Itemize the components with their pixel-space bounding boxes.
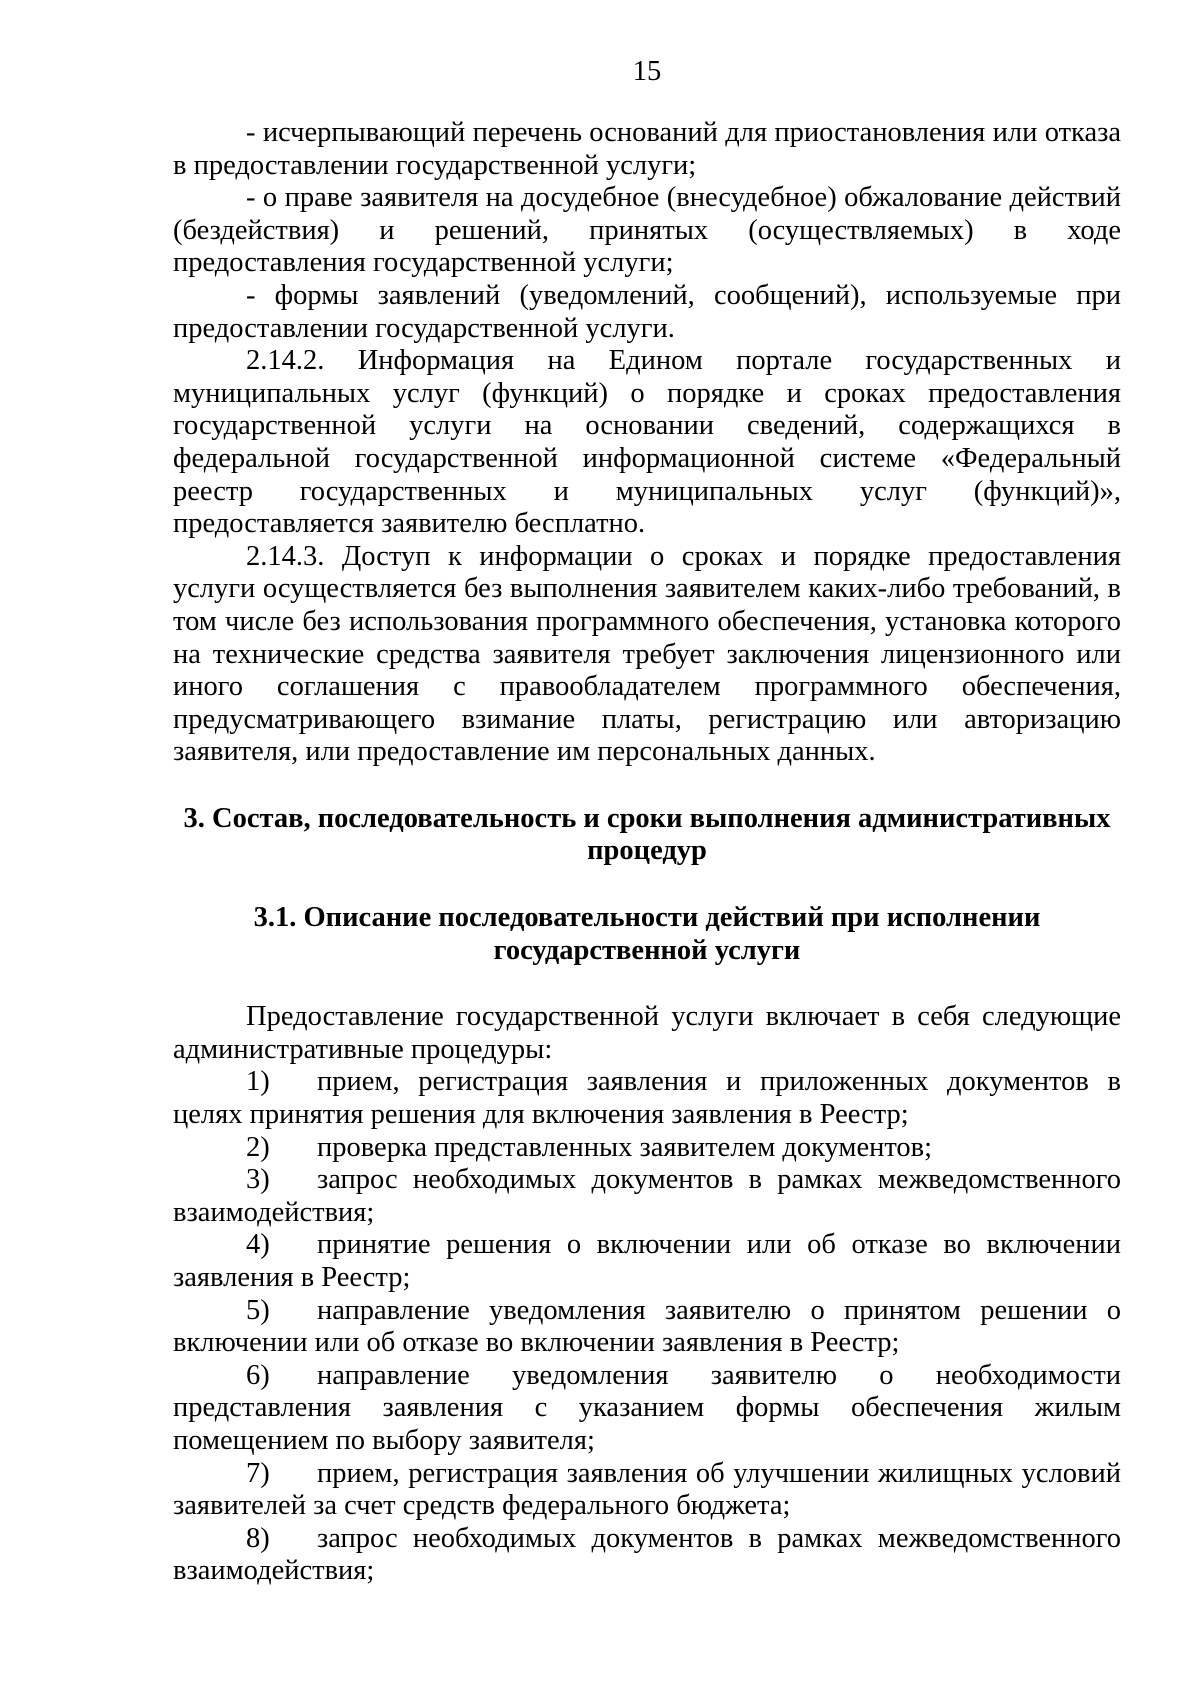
list-item-text: запрос необходимых документов в рамках межведомственного взаимодействия;: [173, 1164, 1121, 1228]
list-item-text: проверка представленных заявителем документов;: [317, 1131, 933, 1163]
list-item-number: 5): [246, 1294, 270, 1326]
paragraph-procedures-intro: Предоставление государственной услуги включает в себя следующие административные процедуры:: [173, 1001, 1121, 1065]
subsection-heading: [173, 902, 1121, 967]
list-item-text: прием, регистрация заявления об улучшении жилищных условий заявителей за счет средств федерального бюджета;: [173, 1457, 1121, 1522]
subsection-heading-line-2: государственной услуги: [493, 934, 801, 966]
paragraph-2-14-3: 2.14.3. Доступ к информации о сроках и порядке предоставления услуги осуществляется без выполнения заявителем каких-либо требований, в том числе без использования программного обеспечения, установка которого на технические средства заявителя требует заключения лицензионного или иного соглашения с правообладателем программного обеспечения, предусматривающего взимание платы, регистрацию или авторизацию заявителя, или предоставление им персональных данных.: [173, 540, 1121, 768]
paragraph-appeal-right: - о праве заявителя на досудебное (внесудебное) обжалование действий (бездействия) и решений, принятых (осуществляемых) в ходе предоставления государственной услуги;: [173, 182, 1121, 279]
list-item: [173, 1458, 1121, 1523]
list-item-number: 6): [246, 1359, 270, 1391]
paragraph-application-forms: - формы заявлений (уведомлений, сообщений), используемые при предоставлении государственной услуги.: [173, 279, 1121, 344]
subsection-heading-line-1: 3.1. Описание последовательности действий при исполнении: [253, 902, 1041, 934]
list-item-number: 7): [246, 1457, 270, 1489]
list-item: [173, 1523, 1121, 1588]
list-item-number: 4): [246, 1229, 270, 1261]
list-item: [173, 1229, 1121, 1294]
list-item: [173, 1360, 1121, 1458]
list-item-text: направление уведомления заявителю о необходимости представления заявления с указанием формы обеспечения жилым помещением по выбору заявителя;: [173, 1359, 1121, 1456]
section-heading-line-1: 3. Состав, последовательность и сроки выполнения административных: [183, 802, 1111, 834]
page-number: 15: [632, 56, 662, 87]
list-item-number: 3): [246, 1164, 270, 1196]
list-item-text: запрос необходимых документов в рамках межведомственного взаимодействия;: [173, 1522, 1121, 1587]
list-item-number: 1): [246, 1066, 270, 1098]
paragraph-grounds-list: - исчерпывающий перечень оснований для приостановления или отказа в предоставлении государственной услуги;: [173, 117, 1121, 181]
list-item-number: 8): [246, 1522, 270, 1554]
paragraph-2-14-2: 2.14.2. Информация на Едином портале государственных и муниципальных услуг (функций) о порядке и сроках предоставления государственной услуги на основании сведений, содержащихся в федеральной государственной информационной системе «Федеральный реестр государственных и муниципальных услуг (функций)», предоставляется заявителю бесплатно.: [173, 345, 1121, 540]
list-item: [173, 1132, 1121, 1165]
document-body: [173, 117, 1121, 1588]
list-item-number: 2): [246, 1131, 270, 1163]
list-item-text: направление уведомления заявителю о принятом решении о включении или об отказе во включении заявления в Реестр;: [173, 1294, 1121, 1359]
section-heading: [173, 803, 1121, 868]
list-item-text: принятие решения о включении или об отказе во включении заявления в Реестр;: [173, 1229, 1121, 1293]
list-item: [173, 1295, 1121, 1360]
list-item: [173, 1066, 1121, 1131]
section-heading-line-2: процедур: [587, 835, 707, 867]
list-item-text: прием, регистрация заявления и приложенных документов в целях принятия решения для включения заявления в Реестр;: [173, 1066, 1121, 1131]
list-item: [173, 1164, 1121, 1229]
